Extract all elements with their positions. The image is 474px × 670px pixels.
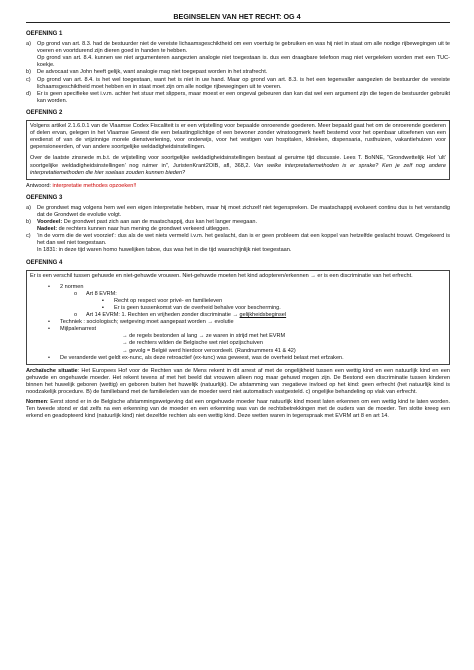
oef2-answer [26,183,450,190]
bullet-veranderde-wet: • De veranderde wet geldt ex-nunc, als deze retroactief (ex-tunc) was geweest, was de overheid belast met erfzaken. [48,354,344,361]
oefening-4-heading: OEFENING 4 [26,259,63,266]
voordeel-label: Voordeel: [37,219,63,226]
oef3-item-b: b) Voordeel: De grondwet past zich aan aan de maatschappij, dus kan het langer meegaan. Nadeel: de rechters kunnen naar hun mening de grondwet verkeerd uitleggen. [26,219,258,233]
oef1-item-d [26,91,450,105]
oef4-intro: Er is een verschil tussen gehuwde en niet-gehuwde vrouwen. Niet-gehuwde moeten het kind adopteren/erkennen → er is een discriminatie van het erfrecht. [30,272,413,279]
bullet-geen: ▪ Er is geen tussenkomst van de overheid behalve voor bescherming. [102,305,281,311]
nadeel-text: de rechters kunnen naar hun mening de grondwet verkeerd uitleggen. [58,226,231,233]
line-regels: → de regels bestonden al lang → ze waren in strijd met het EVRM [122,333,286,340]
bullet-art8: o Art 8 EVRM: [74,290,117,297]
bullet-recht: ▪ Recht op respect voor privé- en familieleven [102,297,223,304]
normen-paragraph [26,399,450,420]
oef1-a-line2: Op grond van art. 8.4. kunnen we niet argumenteren aangezien analogie niet toegestaan is. dus een draagbare telefoon mag niet vergeleken worden met een TUC-koekje. [37,55,450,69]
bullet-techniek: • Techniek : sociologisch; wetgeving moet aangepast worden → evolutie [48,319,234,326]
oef1-item-a [26,41,450,69]
oef3-a-text: De grondwet mag volgens hem wel een eigen interpretatie hebben, maar hij moet zichzelf niet tegenspreken. De maatschappij evolueert continu dus is het verstandig dat de Grondwet de evolutie volgt. [37,204,450,218]
oefening-3-heading: OEFENING 3 [26,194,63,201]
oef2-quote-box [26,120,450,180]
answer-label: Antwoord: [26,182,51,189]
document-title: BEGINSELEN VAN HET RECHT: OG 4 [173,12,301,21]
archaische-situatie-paragraph [26,368,450,396]
item-label: a) [26,41,31,48]
item-label: b) [26,69,31,76]
oef3-c-text2: In 1831: in deze tijd waren homo huwelijken taboe, dus was het in die tijd waarschijnlijk niet toegestaan. [37,247,292,254]
line-gevolg: → gevolg = België werd hierdoor veroordeelt. (Randnummers 41 & 42) [122,347,296,354]
archaische-text: : Het Europees Hof voor de Rechten van de Mens rekent in dit arrest af met de ongelijkheid tussen een wettig kind en een natuurlijk kind en een gehuwde en ongehuwde moeder. Het rekent tevens af met het beeld dat vrouwen alleen nog maar gehuwd mogen zijn. De Bestond een discriminatie tussen kinderen binnen het huwelijk geboren (wettig) en geboren buiten het huwelijk (natuurlijk). De afstamming van :negatieve invloed op het kind: geen erfrecht (het natuurlijk kind is noodzakelijk procedure. B) de familieband met de familieleden van de moeder werd niet automatisch vastgesteld. c) ongelijke behandeling op vlak van erfrecht. [26,367,450,396]
bullet-2-normen: • 2 normen [48,283,84,290]
nadeel-label: Nadeel: [37,226,58,233]
oef2-box-paragraph-1: Volgens artikel 2.1.6.0.1 van de Vlaamse Codex Fiscaliteit is er een vrijstelling voor bepaalde onroerende goederen. Meer bepaald gaat het om de onroerende goederen of delen ervan, gelegen in het Vlaamse Gewest die een belastingplichtige of een bewoner zonder winstoogmerk heeft bestemd voor het openbaar uitoefenen van een eredienst of van de vrijzinnige morele dienstverlening, voor onderwijs, voor het vestigen van hospitalen, klinieken, dispensaria, rusthuizen, vakantiehuizen voor gepensioneerden, of van andere soortgelijke weldadigheidsinstellingen. [30,123,446,151]
oef3-item-c: c) ‘in de vorm die de wet voorziet’: dus als de wet niets vermeld i.v.m. het geslacht, dan is er geen probleem dat een koppel van hetzelfde geslacht trouwt. Omgekeerd is het dan wel niet toegestaan. In 1831: in deze tijd waren homo huwelijken taboe, dus was het in die tijd waarschijnlijk niet toegestaan. [26,233,450,254]
oef1-item-b [26,69,450,76]
bullet-art14: o Art 14 EVRM: 1. Rechten en vrijheden zonder discriminatie → gelijkheidsbeginsel [74,312,287,319]
archaische-label: Archaïsche situatie [26,367,78,374]
oefening-2-heading: OEFENING 2 [26,109,63,116]
bullet-mijlpalen: • Mijlpalenarrest [48,326,97,333]
oef1-item-c [26,77,450,91]
document-body [26,28,450,423]
item-label: d) [26,90,31,97]
voordeel-text: De grondwet past zich aan aan de maatschappij, dus kan het langer meegaan. [63,219,258,226]
oef1-c-text: Op grond van art. 8.4. is het wel toegestaan, want het is niet in uw hand. Maar op grond van art. 8.3. is het een tegenvaller aangezien de bestuurder de vereiste lichaamsgeschiktheid moet hebben en in staat moet zijn om alle nodige rijbewegingen uit te voeren. [37,76,450,90]
oef1-d-text: Er is geen specifieke wet i.v.m. achter het stuur met slippers, maar moest er een ongeval gebeuren dan kan dat wel een argument zijn die tegen de bestuurder gebruikt kan worden. [37,90,450,104]
normen-label: Normen [26,399,47,406]
oef2-box-question: Van welke interpretatiemethoden is er sprake? Ken je zelf nog andere interpretatiemethoden die hier soelaas zouden kunnen bieden? [30,162,446,176]
title-divider [26,22,450,23]
oef1-b-text: De advocaat van John heeft gelijk, want analogie mag niet toegepast worden in het strafrecht. [37,69,268,76]
oef3-c-text: ‘in de vorm die de wet voorziet’: dus als de wet niets vermeld i.v.m. het geslacht, dan is er geen probleem dat een koppel van hetzelfde geslacht trouwt. Omgekeerd is het dan wel niet toegestaan. [37,233,450,247]
oefening-1-heading: OEFENING 1 [26,31,63,37]
oef2-box-paragraph-2: Over de laatste zinsnede m.b.t. de vrijstelling voor soortgelijke weldadigheidsinstellingen bestaat al geruime tijd discussie. Lees T. BoNNE, "Grondwettelijk Hof ‘ult’ soortgelijke weldadigheidsinstellingen’ nog ruimer in", JuristenKrant2OIB, afl, 368,2. Van welke interpretatiemethoden is er sprake? Ken je zelf nog andere interpretatiemethoden die hier soelaas zouden kunnen bieden? [30,155,446,176]
normen-text: : Eerst stond er in de Belgische afstammingswetgeving dat een ongehuwde moeder haar natuurlijk kind moest laten erkennen om een wettig kind te laten worden. Ten tweede stond er dat zelfs na een erkenning van de moeder en een erkenning was van de rechtsbetrekkingen met de ouders van de moeder. Ten slotte kreeg een erkend en geadopteerd kind (natuurlijk kind) niet dezelfde rechten als een wettig kind. Deze wetten waren in tegenspraak met EVRM art 8 en art 14. [26,399,450,420]
answer-text: interpretatie methodes opzoeken!! [52,182,137,189]
oef3-item-a: a) De grondwet mag volgens hem wel een eigen interpretatie hebben, maar hij moet zichzelf niet tegenspreken. De maatschappij evolueert continu dus is het verstandig dat de Grondwet de evolutie volgt. [26,204,450,218]
oef4-box [26,270,450,365]
oef1-a-line1: Op grond van art. 8.3. had de bestuurder niet de vereiste lichaamsgeschiktheid om een voertuig te gebruiken en was hij niet in staat om alle nodige rijbewegingen uit te voeren en voortdurend zijn dieren goed in handen te hebben. [37,41,450,55]
item-label: c) [26,76,31,83]
line-rechters: → de rechters wilden de Belgische wet niet opzijschuiven [122,340,263,347]
